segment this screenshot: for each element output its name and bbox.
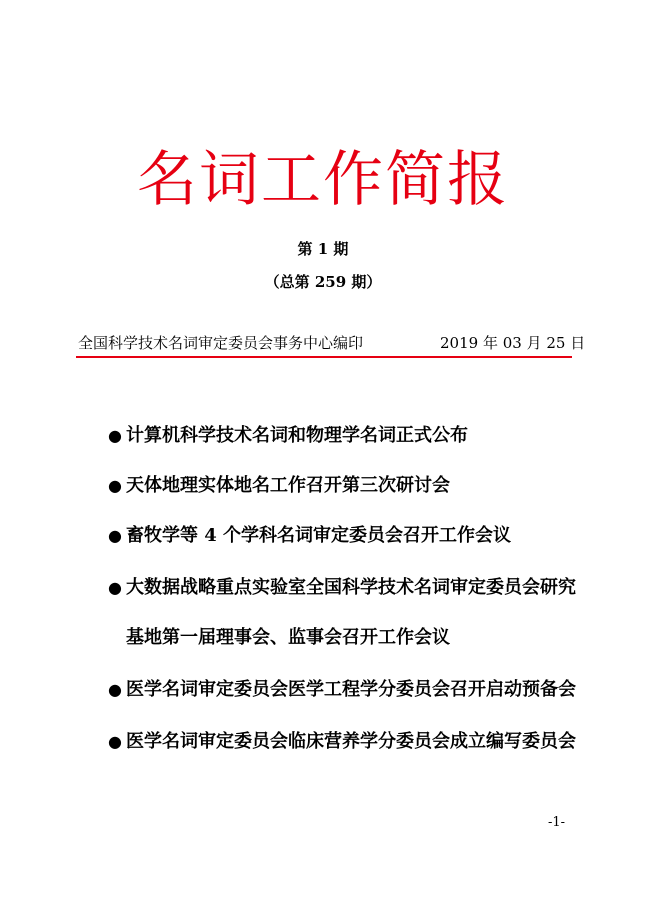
headline-text: 医学名词审定委员会临床营养学分委员会成立编写委员会	[126, 731, 576, 752]
headline-item	[108, 474, 450, 498]
issue-number: 第 1 期	[297, 240, 349, 258]
headline-item	[108, 524, 511, 548]
headline-continuation	[126, 626, 450, 650]
bullet-icon: ●	[108, 426, 122, 445]
masthead-title: 名词工作简报	[137, 145, 509, 215]
headline-text: 天体地理实体地名工作召开第三次研讨会	[126, 475, 450, 496]
red-divider-rule	[76, 356, 572, 358]
headline-item	[108, 730, 576, 754]
publisher-line: 全国科学技术名词审定委员会事务中心编印	[78, 334, 364, 352]
total-issue-number: （总第 259 期）	[264, 273, 382, 291]
headline-item	[108, 576, 576, 600]
headline-text: 大数据战略重点实验室全国科学技术名词审定委员会研究	[126, 577, 576, 598]
bullet-icon: ●	[108, 578, 122, 597]
bullet-icon: ●	[108, 732, 122, 751]
headline-item	[108, 678, 576, 702]
headline-text: 基地第一届理事会、监事会召开工作会议	[126, 627, 450, 648]
headline-item	[108, 424, 468, 448]
bullet-icon: ●	[108, 680, 122, 699]
headline-text: 医学名词审定委员会医学工程学分委员会召开启动预备会	[126, 679, 576, 700]
headline-text: 畜牧学等 4 个学科名词审定委员会召开工作会议	[126, 525, 512, 546]
page-number: -1-	[548, 815, 566, 830]
publication-date: 2019 年 03 月 25 日	[440, 334, 586, 352]
bullet-icon: ●	[108, 526, 122, 545]
bullet-icon: ●	[108, 476, 122, 495]
headline-text: 计算机科学技术名词和物理学名词正式公布	[126, 425, 468, 446]
